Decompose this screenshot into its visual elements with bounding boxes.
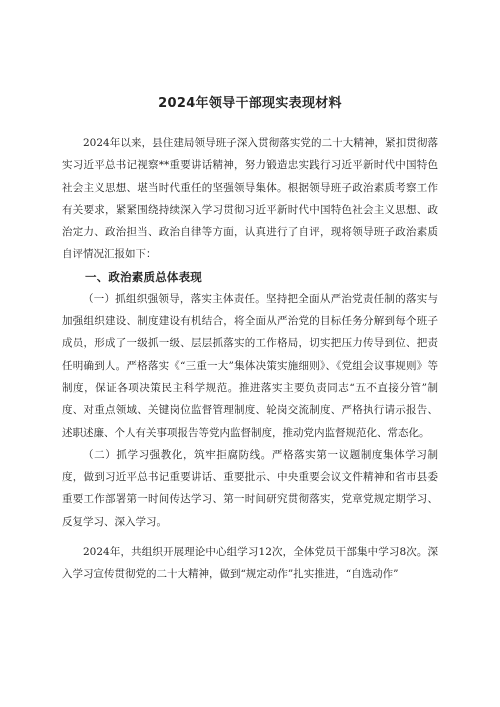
paragraph-3: 2024年，共组织开展理论中心组学习12次，全体党员干部集中学习8次。深入学习宣传贯彻党的二十大精神，做到“规定动作”扎实推进，“自选动作” <box>62 546 438 581</box>
paragraph-1: （一）抓组织强领导，落实主体责任。坚持把全面从严治党责任制的落实与加强组织建设、制度建设有机结合，将全面从严治党的目标任务分解到每个班子成员，形成了一级抓一级、层层抓落实的工作格局，切实把压力传导到位、把责任明确到人。严格落实《“三重一大”集体决策实施细则》、《党组会议事规则》等制度，保证各项决策民主科学规范。推进落实主要负责同志“五不直接分管”制度、对重点领域、关键岗位监督管理制度、轮岗交流制度、严格执行请示报告、述职述廉、个人有关事项报告等党内监督制度，推动党内监督规范化、常态化。 <box>62 292 438 439</box>
paragraph-2: （二）抓学习强教化，筑牢拒腐防线。严格落实第一议题制度集体学习制度，做到习近平总书记重要讲话、重要批示、中央重要会议文件精神和省市县委重要工作部署第一时间传达学习、第一时间研究贯彻落实，党章党规定期学习、反复学习、深入学习。 <box>62 448 438 528</box>
intro-paragraph: 2024年以来，县住建局领导班子深入贯彻落实党的二十大精神，紧扣贯彻落实习近平总书记视察**重要讲话精神，努力锻造忠实践行习近平新时代中国特色社会主义思想、堪当时代重任的坚强领导集体。根据领导班子政治素质考察工作有关要求，紧紧围绕持续深入学习贯彻习近平新时代中国特色社会主义思想、政治定力、政治担当、政治自律等方面，认真进行了自评，现将领导班子政治素质自评情况汇报如下： <box>62 137 438 261</box>
document-body <box>62 132 438 586</box>
document-title: 2024年领导干部现实表现材料 <box>158 96 342 111</box>
paragraph-gap <box>62 533 438 541</box>
section-heading: 一、政治素质总体表现 <box>85 269 202 284</box>
